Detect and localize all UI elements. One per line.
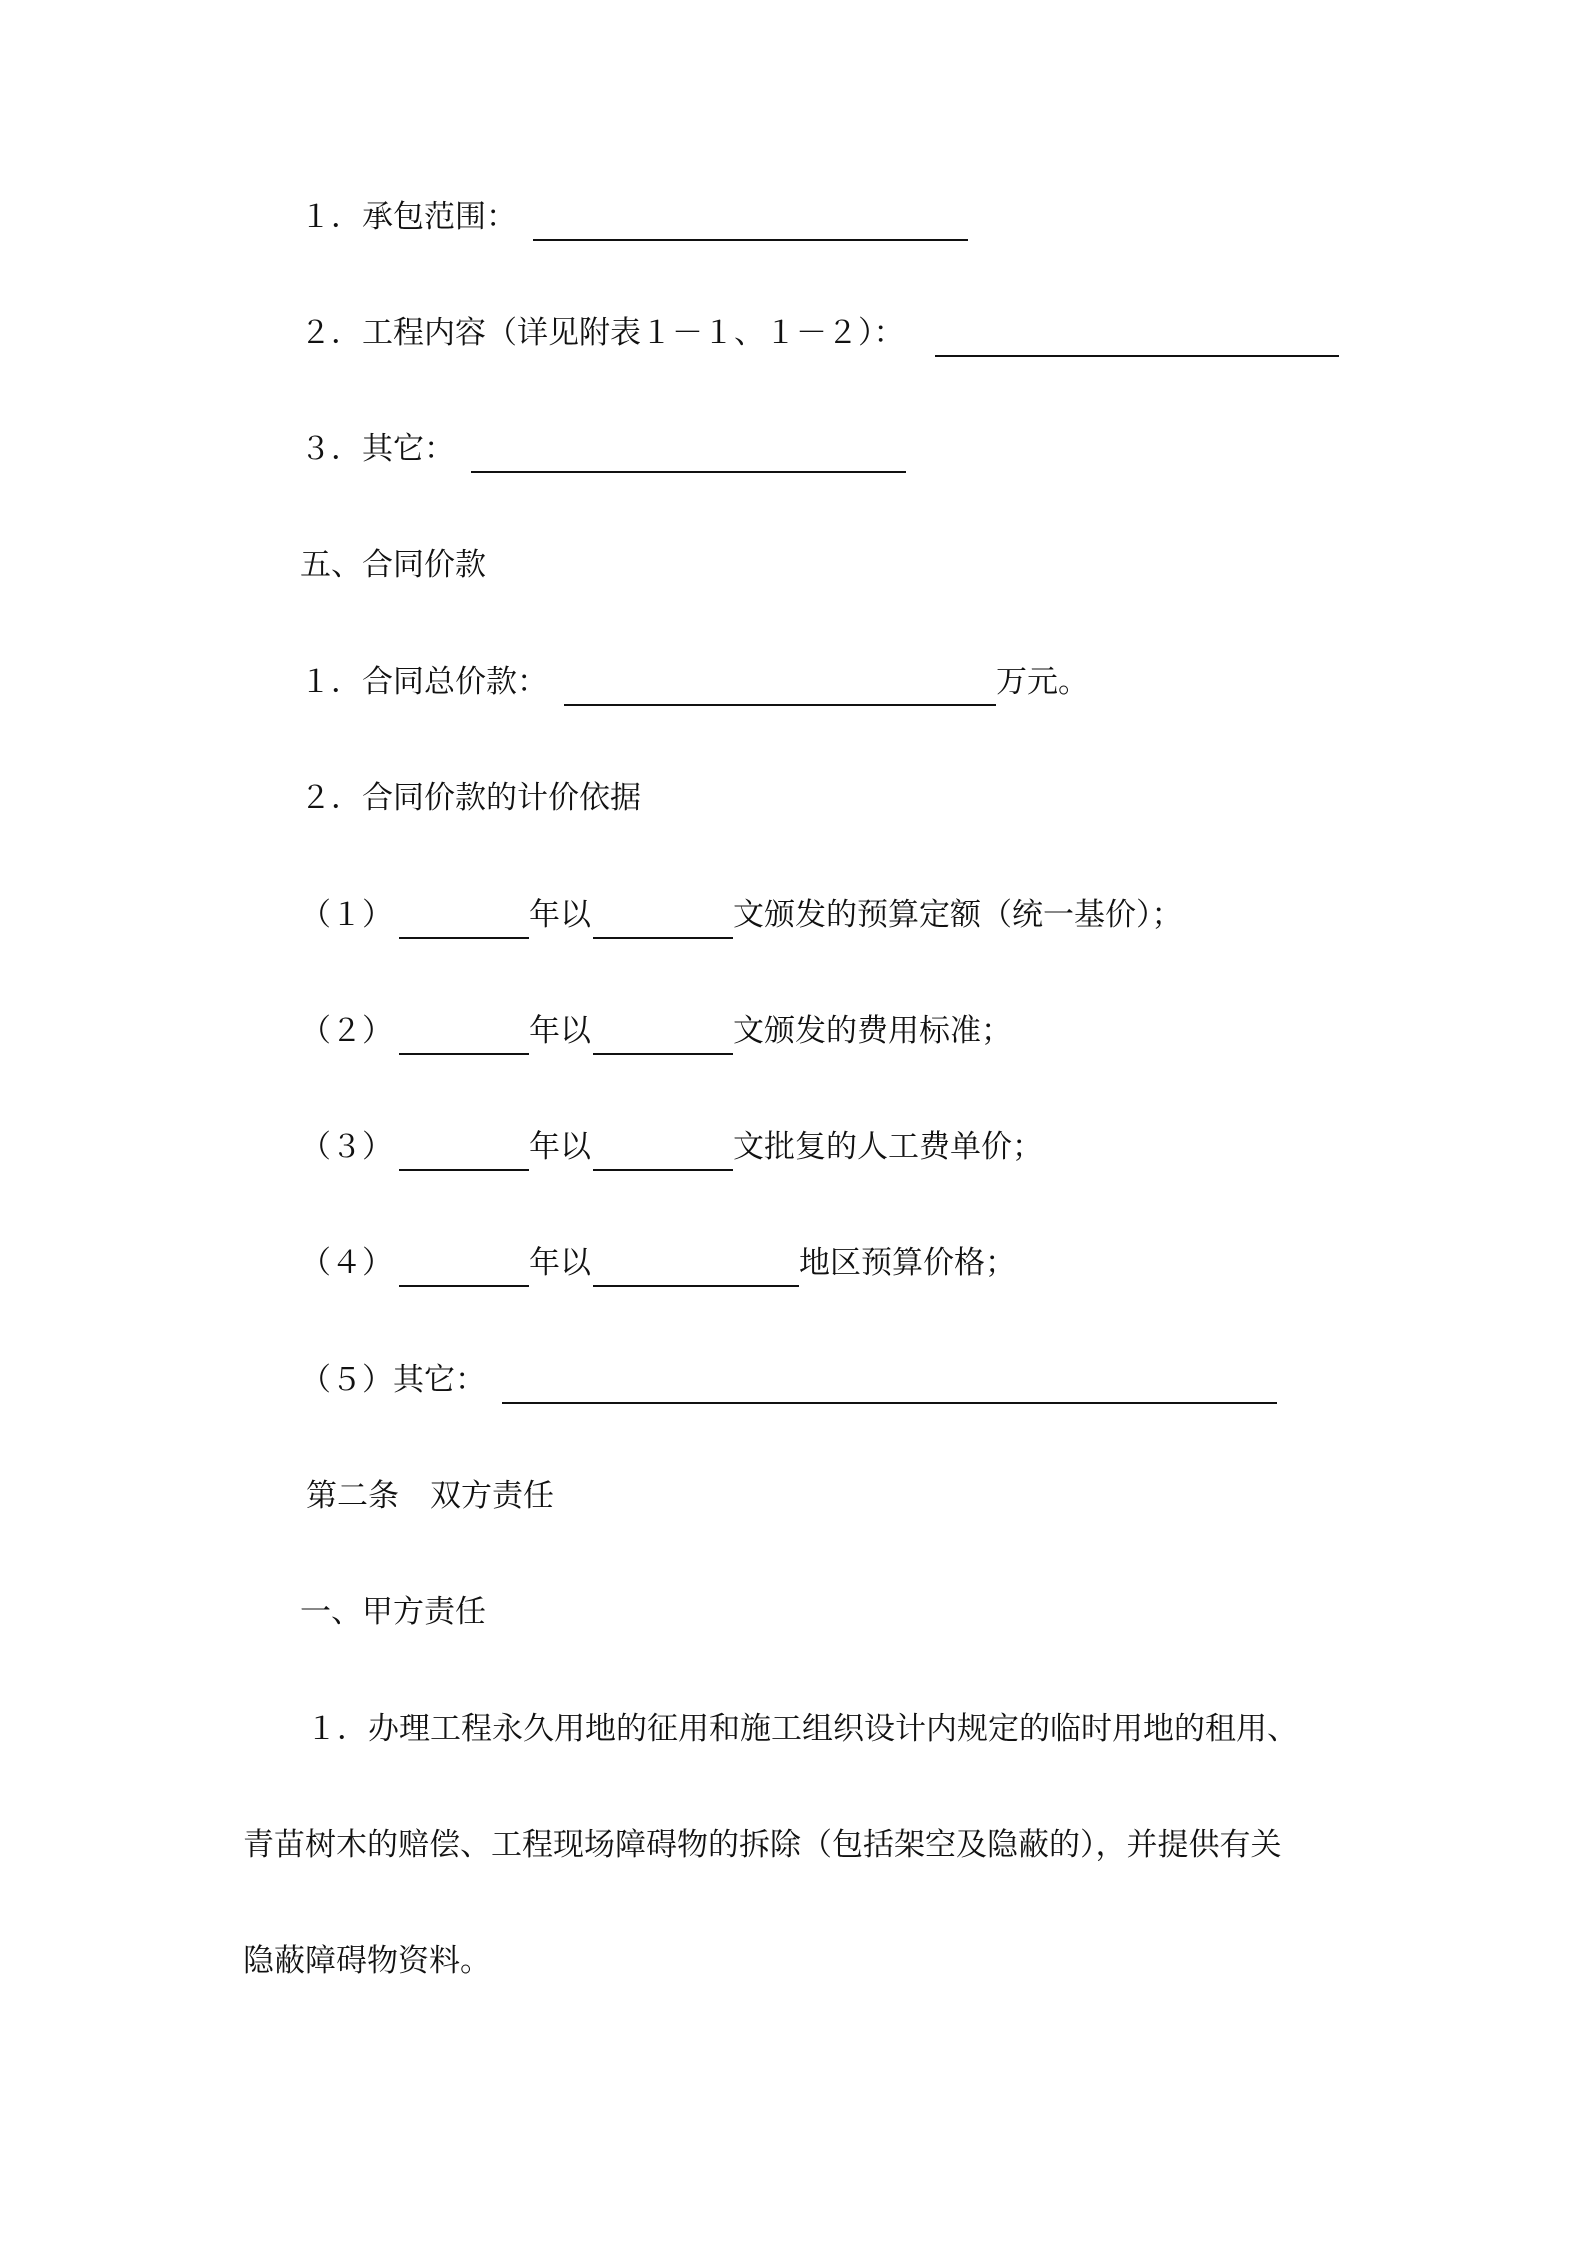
- section-contract-price-title: 五、合同价款: [300, 547, 486, 583]
- basis-item-3-doc-blank[interactable]: [593, 1135, 733, 1171]
- paragraph-line-1: [306, 1709, 1298, 1749]
- party-a-heading: [300, 1592, 486, 1632]
- basis-item-2: [300, 1011, 1012, 1051]
- basis-item-2-num: （２）: [300, 1013, 393, 1049]
- scope-line: [300, 197, 968, 237]
- basis-item-4-num: （４）: [300, 1245, 393, 1281]
- basis-item-5-blank[interactable]: [502, 1368, 1277, 1404]
- other-label: ３．其它：: [300, 431, 455, 467]
- basis-item-1-num: （１）: [300, 897, 393, 933]
- total-price-blank[interactable]: [564, 670, 996, 706]
- basis-item-1-year-blank[interactable]: [399, 903, 529, 939]
- paragraph-text-2: 青苗树木的赔偿、工程现场障碍物的拆除（包括架空及隐蔽的），并提供有关: [243, 1827, 1282, 1863]
- article-two-title: 第二条 双方责任: [306, 1478, 554, 1514]
- basis-item-4-tail: 地区预算价格；: [799, 1245, 1016, 1281]
- basis-item-3: [300, 1127, 1043, 1167]
- total-price-line: [300, 662, 1089, 702]
- basis-item-2-tail: 文颁发的费用标准；: [733, 1013, 1012, 1049]
- basis-item-1-tail: 文颁发的预算定额（统一基价）；: [733, 897, 1183, 933]
- other-blank[interactable]: [471, 437, 906, 473]
- paragraph-text-1: １．办理工程永久用地的征用和施工组织设计内规定的临时用地的租用、: [306, 1711, 1298, 1747]
- basis-item-2-doc-blank[interactable]: [593, 1019, 733, 1055]
- work-content-line: [300, 313, 1339, 353]
- paragraph-line-2: [243, 1825, 1282, 1865]
- work-content-label: ２．工程内容（详见附表１－１、１－２）：: [300, 315, 905, 351]
- paragraph-text-3: 隐蔽障碍物资料。: [243, 1943, 491, 1979]
- party-a-title: 一、甲方责任: [300, 1594, 486, 1630]
- basis-item-3-mid: 年以: [529, 1129, 591, 1165]
- scope-blank[interactable]: [533, 205, 968, 241]
- article-two-heading: [306, 1476, 554, 1516]
- basis-item-3-year-blank[interactable]: [399, 1135, 529, 1171]
- other-line: [300, 429, 906, 469]
- basis-item-5: [300, 1360, 1277, 1400]
- section-contract-price: [300, 545, 486, 585]
- basis-item-1: [300, 895, 1183, 935]
- work-content-blank[interactable]: [935, 321, 1339, 357]
- pricing-basis-heading: [300, 778, 641, 818]
- basis-item-4-year-blank[interactable]: [399, 1251, 529, 1287]
- basis-item-4-mid: 年以: [529, 1245, 591, 1281]
- total-price-label: １．合同总价款：: [300, 664, 548, 700]
- basis-item-3-tail: 文批复的人工费单价；: [733, 1129, 1043, 1165]
- basis-item-5-label: （５）其它：: [300, 1362, 486, 1398]
- paragraph-line-3: [243, 1941, 491, 1981]
- basis-item-4: [300, 1243, 1016, 1283]
- scope-label: １．承包范围：: [300, 199, 517, 235]
- basis-item-1-doc-blank[interactable]: [593, 903, 733, 939]
- basis-item-2-mid: 年以: [529, 1013, 591, 1049]
- basis-item-1-mid: 年以: [529, 897, 591, 933]
- basis-item-2-year-blank[interactable]: [399, 1019, 529, 1055]
- basis-item-3-num: （３）: [300, 1129, 393, 1165]
- total-price-unit: 万元。: [996, 664, 1089, 700]
- basis-item-4-region-blank[interactable]: [593, 1251, 799, 1287]
- pricing-basis-label: ２．合同价款的计价依据: [300, 780, 641, 816]
